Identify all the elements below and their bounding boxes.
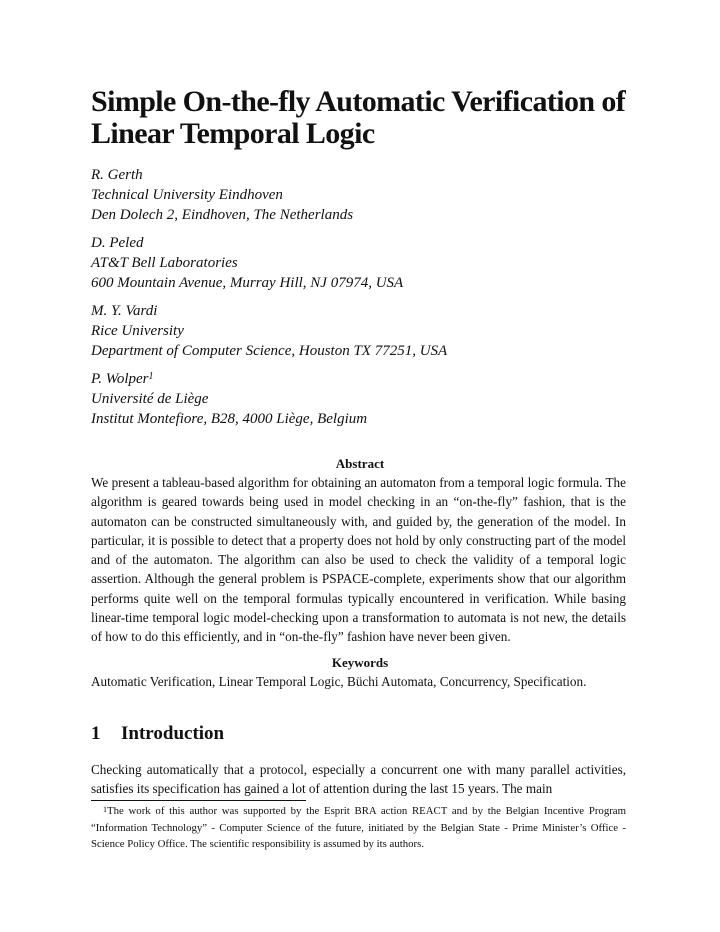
author-affiliation: Technical University Eindhoven [91, 187, 283, 203]
author-block-gerth [91, 165, 353, 225]
section-title: Introduction [121, 723, 225, 744]
author-name-line [91, 369, 367, 389]
author-block-vardi [91, 301, 447, 361]
introduction-text: Checking automatically that a protocol, especially a concurrent one with many parallel activities, satisfies its specification has gained a lot of attention during the last 15 years. The main [91, 762, 626, 796]
keywords-heading: Keywords [331, 655, 389, 670]
paper-title [91, 86, 651, 150]
author-address: Department of Computer Science, Houston TX 77251, USA [91, 343, 448, 359]
keywords-text: Automatic Verification, Linear Temporal Logic, Büchi Automata, Concurrency, Specification. [91, 674, 587, 689]
section-heading [91, 723, 224, 745]
author-address: Den Dolech 2, Eindhoven, The Netherlands [91, 207, 354, 223]
author-name: P. Wolper [91, 371, 149, 387]
author-name: D. Peled [91, 235, 144, 251]
abstract-heading: Abstract [335, 456, 385, 471]
title-line-2: Linear Temporal Logic [91, 117, 375, 150]
section-number: 1 [91, 723, 101, 744]
footnote [91, 803, 626, 853]
author-affiliation: Rice University [91, 323, 184, 339]
author-name: M. Y. Vardi [91, 303, 158, 319]
footnote-mark: 1 [103, 805, 107, 814]
author-affiliation: AT&T Bell Laboratories [91, 255, 238, 271]
author-block-peled [91, 233, 403, 293]
footnote-text: The work of this author was supported by the Esprit BRA action REACT and by the Belgian Incentive Program “Information Technology” - Computer Science of the future, initiated by the Belgian State - Prime Minister’s Office - Science Policy Office. The scientific responsibility is assumed by its authors. [91, 805, 626, 850]
author-name: R. Gerth [91, 167, 143, 183]
author-block-wolper [91, 369, 367, 429]
title-line-1: Simple On-the-fly Automatic Verification of [91, 85, 626, 118]
author-address: Institut Montefiore, B28, 4000 Liège, Belgium [91, 411, 368, 427]
footnote-marker[interactable]: 1 [148, 371, 154, 382]
abstract-text: We present a tableau-based algorithm for obtaining an automaton from a temporal logic formula. The algorithm is geared towards being used in model checking in an “on-the-fly” fashion, that is the automaton can be constructed simultaneously with, and guided by, the generation of the model. In particular, it is possible to detect that a property does not hold by only constructing part of the model and of the automaton. The algorithm can also be used to check the validity of a temporal logic assertion. Although the general problem is PSPACE-complete, experiments show that our algorithm performs quite well on the temporal formulas typically encountered in verification. While basing linear-time temporal logic model-checking upon a transformation to automata is not new, the details of how to do this efficiently, and in “on-the-fly” fashion have never been given. [91, 475, 626, 645]
footnote-divider [91, 800, 306, 801]
author-address: 600 Mountain Avenue, Murray Hill, NJ 07974, USA [91, 275, 404, 291]
author-affiliation: Université de Liège [91, 391, 209, 407]
